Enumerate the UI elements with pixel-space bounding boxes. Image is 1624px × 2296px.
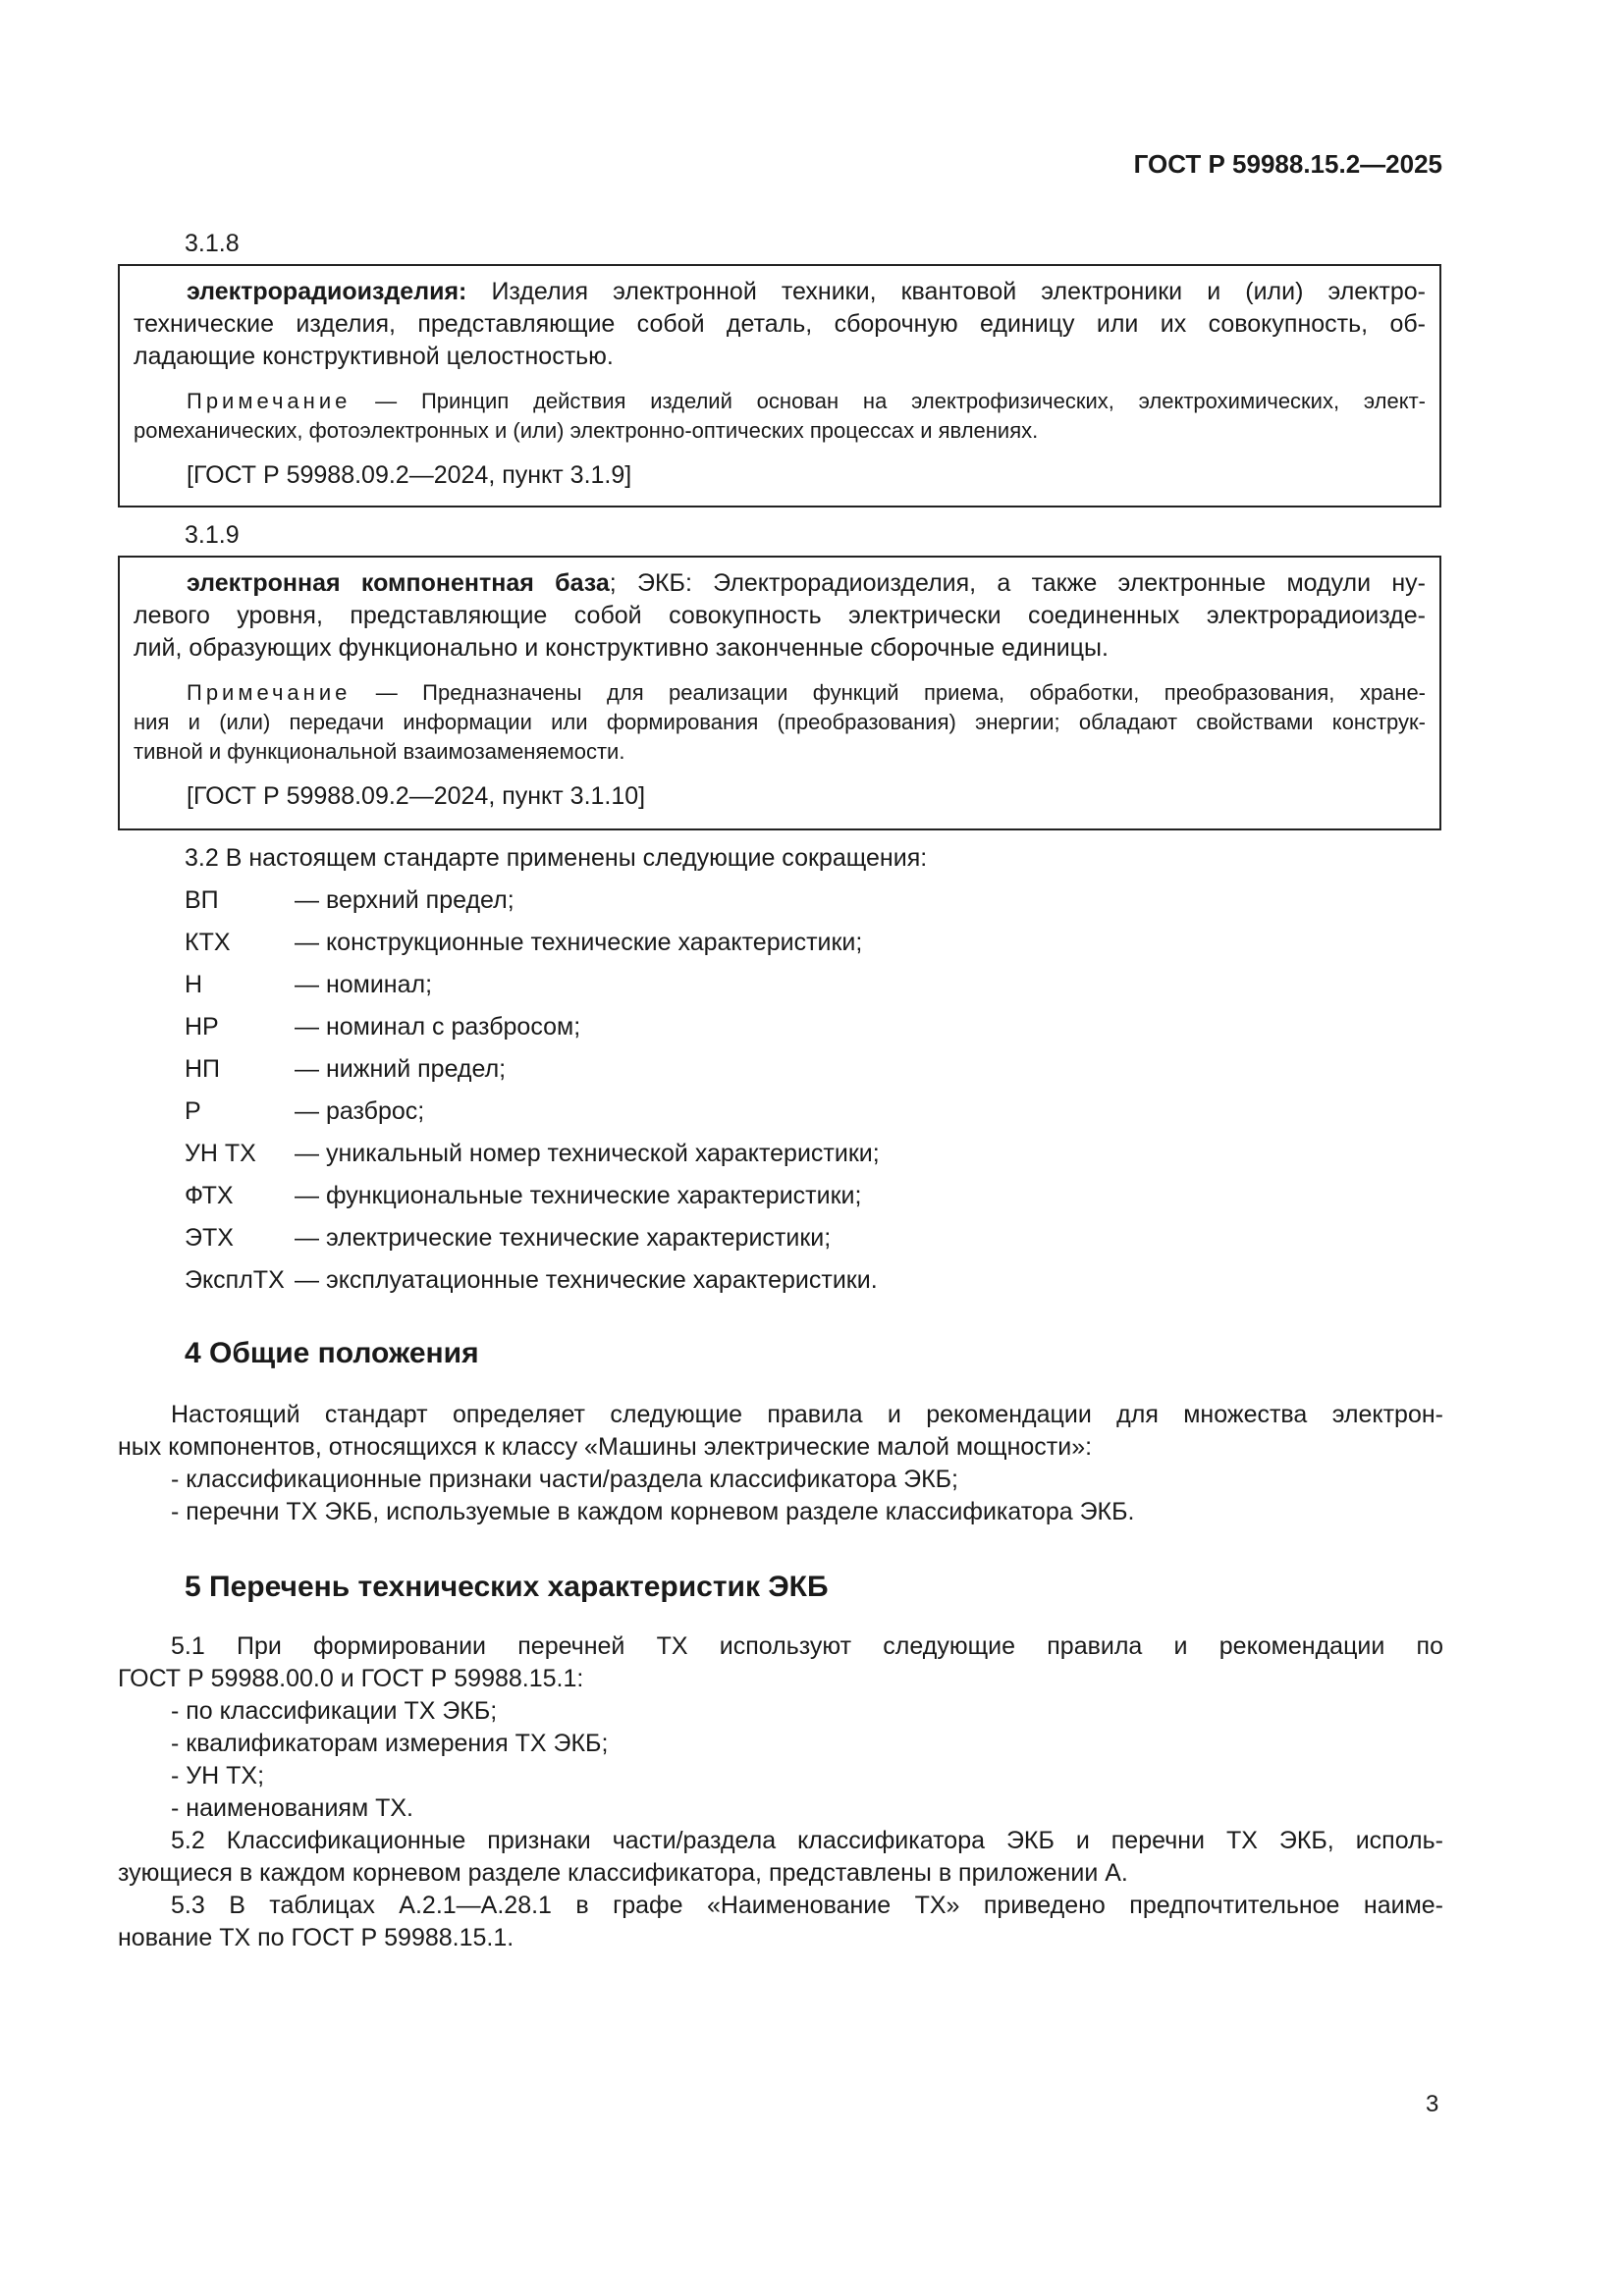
abbreviation: ЭксплТХ [185, 1266, 285, 1294]
abbreviation-definition: — конструкционные технические характеристики; [295, 929, 863, 956]
source-reference: [ГОСТ Р 59988.09.2—2024, пункт 3.1.9] [187, 461, 632, 489]
abbreviation: КТХ [185, 929, 231, 956]
term-number: 3.1.8 [185, 230, 240, 257]
note-label: Примечание [187, 389, 352, 413]
bullet-item: - перечни ТХ ЭКБ, используемые в каждом корневом разделе классификатора ЭКБ. [171, 1498, 1135, 1525]
abbreviation-definition: — номинал с разбросом; [295, 1013, 581, 1041]
abbreviation: Р [185, 1097, 201, 1125]
abbreviation-item [185, 1048, 927, 1091]
abbreviation: ЭТХ [185, 1224, 234, 1252]
abbreviation: НР [185, 1013, 219, 1041]
abbreviation-item [185, 922, 927, 964]
abbreviation-item [185, 1175, 927, 1217]
definition-line: технические изделия, представляющие собой деталь, сборочную единицу или их совокупность, об- [134, 310, 1426, 338]
abbreviation-definition: — уникальный номер технической характеристики; [295, 1140, 880, 1167]
definition-line [134, 276, 1426, 308]
bullet-item: - УН ТХ; [171, 1762, 265, 1789]
note-line: тивной и функциональной взаимозаменяемости. [134, 739, 625, 764]
abbreviations-list [185, 837, 927, 1302]
definition-text: ; ЭКБ: Электрорадиоизделия, а также электронные модули ну- [609, 569, 1426, 597]
abbreviation: ВП [185, 886, 219, 914]
bullet-item: - наименованиям ТХ. [171, 1794, 413, 1822]
abbreviation-item [185, 1091, 927, 1133]
definition-line: левого уровня, представляющие собой совокупность электрически соединенных электрорадиоизде- [134, 602, 1426, 629]
abbreviation-definition: — номинал; [295, 971, 433, 998]
paragraph-line: ГОСТ Р 59988.00.0 и ГОСТ Р 59988.15.1: [118, 1665, 584, 1692]
paragraph-line: 5.3 В таблицах А.2.1—А.28.1 в графе «Наименование ТХ» приведено предпочтительное наиме- [171, 1892, 1443, 1919]
note [134, 678, 1426, 767]
bullet-item: - по классификации ТХ ЭКБ; [171, 1697, 498, 1725]
abbreviation-item [185, 1006, 927, 1048]
document-designation: ГОСТ Р 59988.15.2—2025 [1133, 149, 1442, 179]
paragraph-line: Настоящий стандарт определяет следующие правила и рекомендации для множества электрон- [171, 1401, 1443, 1428]
paragraph-line: зующиеся в каждом корневом разделе классификатора, представлены в приложении А. [118, 1859, 1128, 1887]
term-name: электрорадиоизделия: [187, 278, 467, 305]
abbreviation-item [185, 1217, 927, 1259]
note-line [134, 678, 1426, 708]
abbreviation: УН ТХ [185, 1140, 256, 1167]
term-definition-box [118, 264, 1441, 507]
abbreviation-definition: — верхний предел; [295, 886, 514, 914]
abbreviation-item [185, 880, 927, 922]
term-definition-box [118, 556, 1441, 830]
term-name: электронная компонентная база [187, 569, 610, 597]
section-4-body [118, 1399, 1443, 1528]
abbreviation-item [185, 1259, 927, 1302]
definition-line: лий, образующих функционально и конструктивно законченные сборочные единицы. [134, 634, 1109, 662]
abbreviation-definition: — эксплуатационные технические характеристики. [295, 1266, 878, 1294]
abbreviation: Н [185, 971, 203, 998]
source-reference: [ГОСТ Р 59988.09.2—2024, пункт 3.1.10] [187, 782, 646, 810]
paragraph-line: 5.2 Классификационные признаки части/раздела классификатора ЭКБ и перечни ТХ ЭКБ, исполь- [171, 1827, 1443, 1854]
abbreviation-item [185, 1133, 927, 1175]
note-line: ромеханических, фотоэлектронных и (или) электронно-оптических процессах и явлениях. [134, 418, 1039, 443]
abbreviation-definition: — нижний предел; [295, 1055, 507, 1083]
section-4-heading: 4 Общие положения [185, 1337, 479, 1369]
abbreviations-intro: 3.2 В настоящем стандарте применены следующие сокращения: [185, 844, 928, 872]
section-5-heading: 5 Перечень технических характеристик ЭКБ [185, 1571, 829, 1603]
note-text: — Предназначены для реализации функций приема, обработки, преобразования, хране- [351, 680, 1426, 705]
paragraph-line: нование ТХ по ГОСТ Р 59988.15.1. [118, 1924, 514, 1951]
abbreviation-item [185, 964, 927, 1006]
note-label: Примечание [187, 680, 352, 705]
note-text: — Принцип действия изделий основан на электрофизических, электрохимических, элект- [351, 389, 1426, 413]
abbreviation-definition: — функциональные технические характеристики; [295, 1182, 862, 1209]
section-5-body [118, 1630, 1443, 1954]
bullet-item: - квалификаторам измерения ТХ ЭКБ; [171, 1730, 609, 1757]
paragraph-line: ных компонентов, относящихся к классу «Машины электрические малой мощности»: [118, 1433, 1093, 1461]
abbreviation-definition: — электрические технические характеристики; [295, 1224, 832, 1252]
note [134, 387, 1426, 446]
definition-line: ладающие конструктивной целостностью. [134, 343, 614, 370]
abbreviation: ФТХ [185, 1182, 234, 1209]
note-line [134, 387, 1426, 416]
abbreviation-definition: — разброс; [295, 1097, 425, 1125]
definition-text: Изделия электронной техники, квантовой электроники и (или) электро- [466, 278, 1426, 305]
page-number: 3 [1426, 2091, 1439, 2117]
paragraph-line: 5.1 При формировании перечней ТХ используют следующие правила и рекомендации по [171, 1632, 1443, 1660]
abbreviation: НП [185, 1055, 221, 1083]
term-number: 3.1.9 [185, 521, 240, 549]
bullet-item: - классификационные признаки части/раздела классификатора ЭКБ; [171, 1466, 959, 1493]
note-line: ния и (или) передачи информации или формирования (преобразования) энергии; обладают свойствами конструк- [134, 710, 1426, 734]
definition-line [134, 567, 1426, 600]
